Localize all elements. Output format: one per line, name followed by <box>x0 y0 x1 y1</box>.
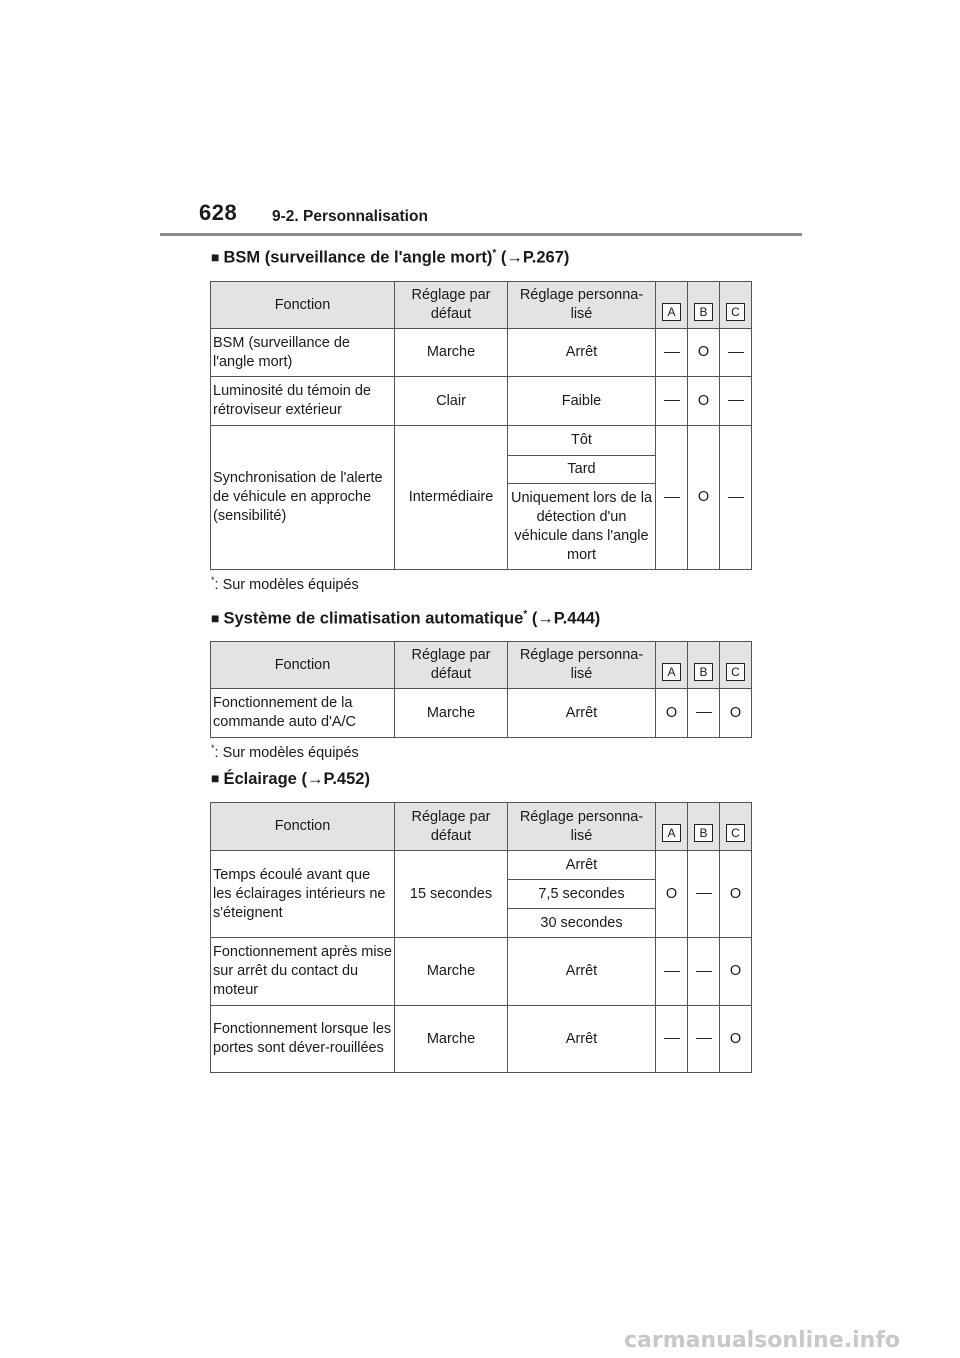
cell-defaut: Marche <box>395 1006 508 1073</box>
dash-mark <box>728 497 744 498</box>
section-title: BSM (surveillance de l'angle mort) <box>223 248 493 267</box>
dash-mark <box>696 1038 712 1039</box>
label-a-badge: A <box>662 824 681 842</box>
header-fonction: Fonction <box>211 803 395 851</box>
dash-mark <box>664 352 680 353</box>
section-heading-bsm <box>211 248 569 268</box>
header-defaut: Réglage par défaut <box>395 282 508 329</box>
header-defaut: Réglage par défaut <box>395 642 508 689</box>
cell-a <box>656 426 688 570</box>
header-a <box>656 803 688 851</box>
header-c <box>720 642 752 689</box>
table-row <box>211 377 752 426</box>
table-row <box>211 426 752 456</box>
cell-option: 7,5 secondes <box>508 880 656 909</box>
footnote-marker: * <box>211 743 215 753</box>
table-row <box>211 1006 752 1073</box>
table-header-row <box>211 282 752 329</box>
cell-c: O <box>720 1006 752 1073</box>
table-row <box>211 938 752 1006</box>
cell-option: Arrêt <box>508 938 656 1006</box>
cell-b <box>688 1006 720 1073</box>
section-title: Éclairage <box>223 770 297 788</box>
table-row <box>211 851 752 880</box>
table-row <box>211 689 752 738</box>
cell-fonction: Synchronisation de l'alerte de véhicule en approche (sensibilité) <box>211 426 395 570</box>
header-a <box>656 642 688 689</box>
cell-a <box>656 1006 688 1073</box>
cell-fonction: Luminosité du témoin de rétroviseur extérieur <box>211 377 395 426</box>
climatisation-settings-table <box>210 641 752 738</box>
cell-b: O <box>688 329 720 377</box>
label-b-badge: B <box>694 303 713 321</box>
cell-c <box>720 329 752 377</box>
cell-option: Arrêt <box>508 689 656 738</box>
dash-mark <box>664 971 680 972</box>
cell-fonction: Fonctionnement après mise sur arrêt du contact du moteur <box>211 938 395 1006</box>
header-defaut: Réglage par défaut <box>395 803 508 851</box>
cell-a <box>656 329 688 377</box>
cell-c: O <box>720 689 752 738</box>
label-b-badge: B <box>694 663 713 681</box>
cell-a: O <box>656 689 688 738</box>
table-header-row <box>211 803 752 851</box>
cell-defaut: Intermédiaire <box>395 426 508 570</box>
cell-option: 30 secondes <box>508 909 656 938</box>
dash-mark <box>696 893 712 894</box>
header-personnalise: Réglage personna-lisé <box>508 642 656 689</box>
footnote-marker: * <box>211 575 215 585</box>
header-c <box>720 803 752 851</box>
watermark-text: carmanualsonline.info <box>624 1328 900 1353</box>
section-heading-eclairage <box>211 770 370 789</box>
cell-option: Arrêt <box>508 1006 656 1073</box>
dash-mark <box>728 400 744 401</box>
dash-mark <box>696 971 712 972</box>
header-personnalise: Réglage personna-lisé <box>508 282 656 329</box>
table-row <box>211 329 752 377</box>
label-a-badge: A <box>662 663 681 681</box>
cell-c: O <box>720 851 752 938</box>
header-b <box>688 282 720 329</box>
cell-defaut: Marche <box>395 689 508 738</box>
chapter-title: 9-2. Personnalisation <box>272 208 428 225</box>
cell-option: Arrêt <box>508 851 656 880</box>
cell-c <box>720 377 752 426</box>
label-c-badge: C <box>726 303 745 321</box>
footnote-text: : Sur modèles équipés <box>214 744 359 761</box>
page-reference-link[interactable]: (→P.444) <box>531 609 601 628</box>
cell-option: Faible <box>508 377 656 426</box>
cell-defaut: Clair <box>395 377 508 426</box>
dash-mark <box>728 352 744 353</box>
label-b-badge: B <box>694 824 713 842</box>
header-divider <box>160 233 802 236</box>
square-bullet-icon: ■ <box>211 770 220 786</box>
cell-defaut: 15 secondes <box>395 851 508 938</box>
label-c-badge: C <box>726 824 745 842</box>
square-bullet-icon: ■ <box>211 248 220 265</box>
header-personnalise: Réglage personna-lisé <box>508 803 656 851</box>
cell-option: Tôt <box>508 426 656 456</box>
cell-b <box>688 938 720 1006</box>
cell-a <box>656 938 688 1006</box>
header-c <box>720 282 752 329</box>
cell-defaut: Marche <box>395 329 508 377</box>
square-bullet-icon: ■ <box>211 609 220 626</box>
header-fonction: Fonction <box>211 642 395 689</box>
cell-fonction: Fonctionnement lorsque les portes sont déver-rouillées <box>211 1006 395 1073</box>
cell-a <box>656 377 688 426</box>
cell-option: Uniquement lors de la détection d'un véhicule dans l'angle mort <box>508 484 656 570</box>
page-reference-link[interactable]: (→P.267) <box>500 248 570 267</box>
dash-mark <box>664 497 680 498</box>
page-reference-link[interactable]: (→P.452) <box>301 770 370 788</box>
cell-b: O <box>688 426 720 570</box>
section-title: Système de climatisation automatique <box>223 609 524 628</box>
footnote <box>211 575 359 593</box>
dash-mark <box>664 400 680 401</box>
cell-option: Arrêt <box>508 329 656 377</box>
cell-c <box>720 426 752 570</box>
cell-fonction: BSM (surveillance de l'angle mort) <box>211 329 395 377</box>
cell-a: O <box>656 851 688 938</box>
header-b <box>688 642 720 689</box>
header-b <box>688 803 720 851</box>
label-c-badge: C <box>726 663 745 681</box>
watermark-logo <box>624 1327 954 1353</box>
header-fonction: Fonction <box>211 282 395 329</box>
cell-option: Tard <box>508 456 656 484</box>
eclairage-settings-table <box>210 802 752 1073</box>
cell-b <box>688 689 720 738</box>
page-number: 628 <box>199 200 238 225</box>
footnote <box>211 743 359 761</box>
cell-b <box>688 851 720 938</box>
cell-fonction: Fonctionnement de la commande auto d'A/C <box>211 689 395 738</box>
footnote-marker: * <box>523 609 528 620</box>
footnote-text: : Sur modèles équipés <box>214 576 359 593</box>
dash-mark <box>664 1038 680 1039</box>
table-header-row <box>211 642 752 689</box>
label-a-badge: A <box>662 303 681 321</box>
dash-mark <box>696 712 712 713</box>
section-heading-climatisation <box>211 609 600 629</box>
header-a <box>656 282 688 329</box>
cell-c: O <box>720 938 752 1006</box>
footnote-marker: * <box>492 248 497 259</box>
bsm-settings-table <box>210 281 752 570</box>
cell-defaut: Marche <box>395 938 508 1006</box>
cell-fonction: Temps écoulé avant que les éclairages intérieurs ne s'éteignent <box>211 851 395 938</box>
cell-b: O <box>688 377 720 426</box>
